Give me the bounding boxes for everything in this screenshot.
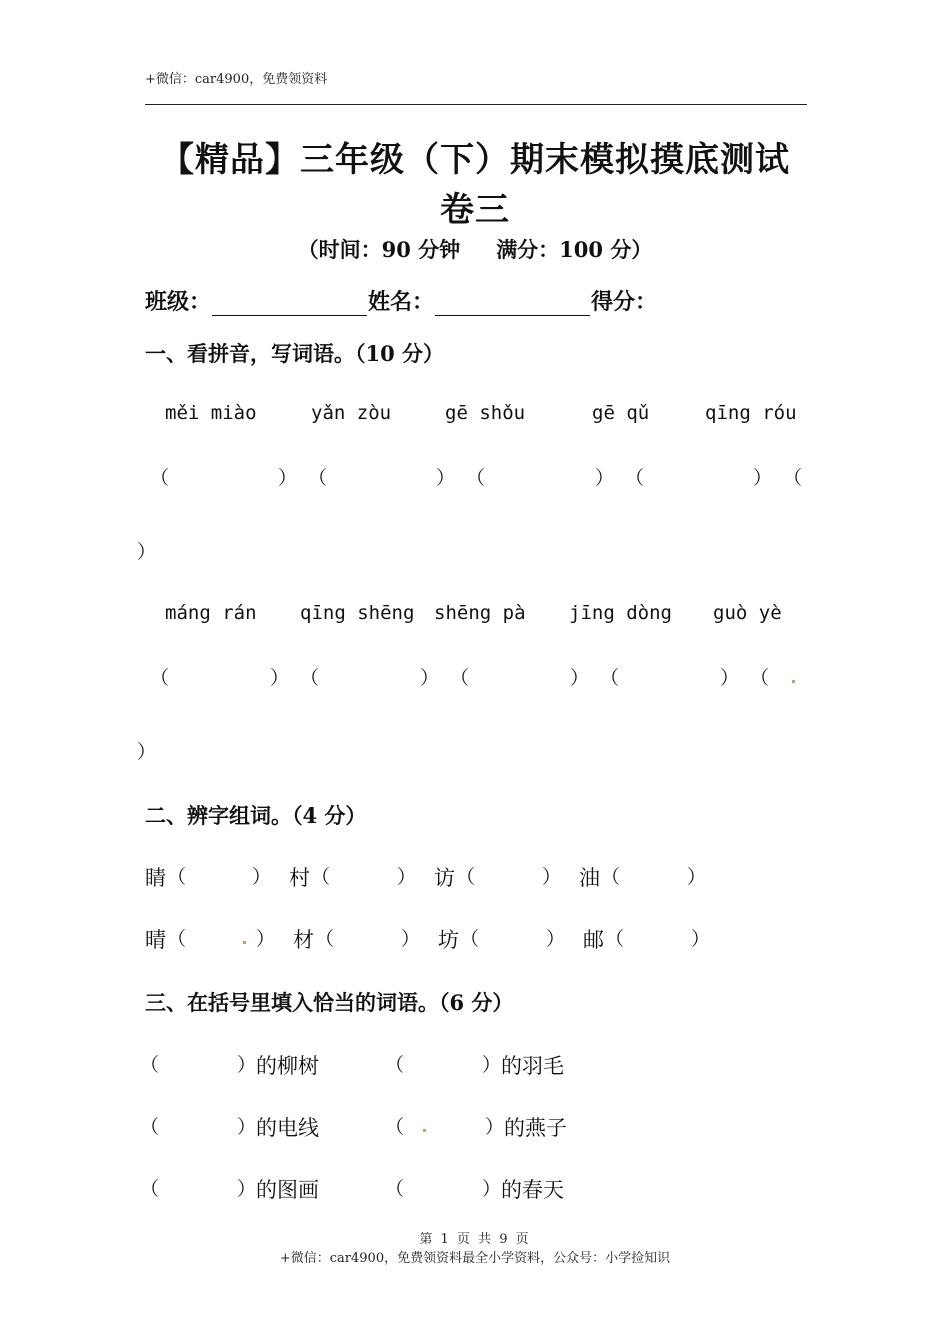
char-paren-close-1: ）: [252, 866, 272, 888]
char-2: 村: [289, 866, 310, 890]
fill-phrase-1: 的柳树: [256, 1054, 319, 1078]
header-divider: [145, 104, 807, 105]
fill-paren-close-6: ）: [482, 1178, 502, 1200]
char-7: 坊: [438, 928, 459, 952]
class-label: 班级：: [145, 289, 212, 315]
answer-paren-open-9: （: [600, 667, 620, 689]
pinyin-3: gē shǒu: [445, 402, 526, 424]
answer-paren-close-9: ）: [720, 667, 740, 689]
fill-paren-close-2: ）: [482, 1054, 502, 1076]
answer-paren-close-1: ）: [278, 467, 298, 489]
char-1: 睛: [145, 866, 166, 890]
fill-phrase-2: 的羽毛: [501, 1054, 564, 1078]
fill-phrase-6: 的春天: [501, 1178, 564, 1202]
fill-paren-open-4: （: [385, 1116, 405, 1138]
answer-paren-close-6: ）: [270, 667, 290, 689]
char-paren-open-2: （: [311, 866, 331, 888]
answer-paren-open-1: （: [150, 467, 170, 489]
pinyin-8: shēng pà: [434, 602, 526, 624]
fill-paren-open-5: （: [140, 1178, 160, 1200]
answer-paren-close-7: ）: [420, 667, 440, 689]
fill-paren-close-3: ）: [237, 1116, 257, 1138]
answer-paren-close-10: ）: [137, 741, 157, 763]
name-blank[interactable]: [435, 295, 590, 316]
fill-phrase-5: 的图画: [256, 1178, 319, 1202]
pinyin-9: jīng dòng: [569, 602, 672, 624]
class-blank[interactable]: [212, 295, 367, 316]
footer-watermark-text: +微信：car4900，免费领资料最全小学资料，公众号：小学捡知识: [279, 1251, 671, 1266]
answer-paren-close-4: ）: [753, 467, 773, 489]
answer-paren-open-2: （: [308, 467, 328, 489]
page-title-line2: 卷三: [440, 190, 510, 230]
char-5: 晴: [145, 928, 166, 952]
pinyin-7: qīng shēng: [300, 602, 415, 624]
char-paren-close-4: ）: [687, 866, 707, 888]
answer-paren-close-8: ）: [570, 667, 590, 689]
answer-paren-open-6: （: [150, 667, 170, 689]
pinyin-4: gē qǔ: [592, 402, 650, 424]
char-paren-close-8: ）: [691, 928, 711, 950]
answer-paren-open-7: （: [300, 667, 320, 689]
answer-paren-open-3: （: [466, 467, 486, 489]
answer-paren-open-5: （: [783, 467, 803, 489]
answer-paren-close-5: ）: [137, 541, 157, 563]
exam-full-score: 满分：100 分）: [496, 237, 653, 262]
pinyin-2: yǎn zòu: [311, 402, 392, 424]
char-paren-open-7: （: [460, 928, 480, 950]
student-info-row: [145, 285, 657, 316]
char-paren-close-3: ）: [542, 866, 562, 888]
answer-paren-open-10: （: [750, 667, 770, 689]
char-6: 材: [293, 928, 314, 952]
fill-phrase-3: 的电线: [256, 1116, 319, 1140]
char-paren-close-5: ）: [256, 928, 276, 950]
char-paren-close-7: ）: [546, 928, 566, 950]
char-paren-open-4: （: [601, 866, 621, 888]
header-watermark-text: +微信：car4900，免费领资料: [145, 72, 328, 87]
char-4: 油: [579, 866, 600, 890]
page-number: 第 1 页 共 9 页: [419, 1232, 531, 1247]
pinyin-5: qīng róu: [705, 402, 797, 424]
exam-time: （时间：90 分钟: [297, 237, 461, 262]
pinyin-10: guò yè: [713, 602, 782, 624]
score-label: 得分：: [591, 289, 658, 315]
fill-paren-close-1: ）: [237, 1054, 257, 1076]
pinyin-6: máng rán: [165, 602, 257, 624]
exam-subtitle: [0, 234, 950, 264]
section3-heading: 三、在括号里填入恰当的词语。（6 分）: [145, 990, 514, 1015]
fill-paren-open-6: （: [385, 1178, 405, 1200]
section2-heading: 二、辨字组词。（4 分）: [145, 803, 367, 828]
fill-paren-close-5: ）: [237, 1178, 257, 1200]
char-paren-open-5: （: [167, 928, 187, 950]
name-label: 姓名：: [368, 289, 435, 315]
answer-paren-close-3: ）: [595, 467, 615, 489]
char-8: 邮: [583, 928, 604, 952]
char-paren-open-6: （: [315, 928, 335, 950]
section1-heading: 一、看拼音，写词语。（10 分）: [145, 341, 445, 366]
pinyin-1: měi miào: [165, 402, 257, 424]
page-title-line1: 【精品】三年级（下）期末模拟摸底测试: [160, 140, 790, 180]
answer-paren-open-8: （: [450, 667, 470, 689]
scan-dot: [423, 1129, 426, 1132]
answer-paren-close-2: ）: [436, 467, 456, 489]
char-paren-open-8: （: [605, 928, 625, 950]
fill-paren-open-1: （: [140, 1054, 160, 1076]
char-paren-open-3: （: [456, 866, 476, 888]
char-3: 访: [434, 866, 455, 890]
char-paren-open-1: （: [167, 866, 187, 888]
scan-dot: [792, 680, 795, 683]
char-paren-close-6: ）: [401, 928, 421, 950]
fill-paren-open-3: （: [140, 1116, 160, 1138]
scan-dot: [243, 941, 246, 944]
answer-paren-open-4: （: [625, 467, 645, 489]
fill-paren-open-2: （: [385, 1054, 405, 1076]
fill-phrase-4: 的燕子: [504, 1116, 567, 1140]
fill-paren-close-4: ）: [485, 1116, 505, 1138]
char-paren-close-2: ）: [397, 866, 417, 888]
